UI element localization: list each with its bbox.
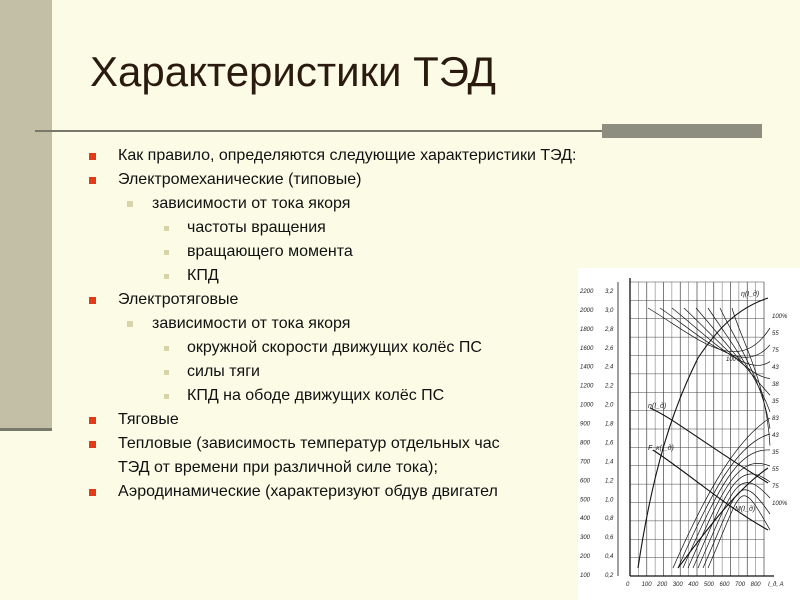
bullet-text: Как правило, определяются следующие характеристики ТЭД: xyxy=(118,147,577,164)
y-tick-label-eta: 1,8 xyxy=(605,421,614,428)
y-tick-label-n: 400 xyxy=(580,516,591,523)
bullet-marker-level-1 xyxy=(89,297,96,304)
y-tick-label-eta: 2,0 xyxy=(605,402,614,409)
right-curve-label: 55 xyxy=(772,331,779,337)
right-curve-label: 35 xyxy=(772,399,779,405)
bullet-marker-level-1 xyxy=(89,489,96,496)
characteristics-chart xyxy=(578,268,800,600)
right-curve-label: 55 xyxy=(772,467,779,473)
y-tick-label-eta: 0,2 xyxy=(605,573,614,579)
right-curve-label: 38 xyxy=(772,382,779,388)
y-tick-label-eta: 2,2 xyxy=(605,383,614,390)
right-curve-label: 43 xyxy=(772,365,779,371)
n-curve-label: n(I_д) xyxy=(648,403,667,410)
bullet-marker-level-3 xyxy=(164,250,169,255)
bullet-marker-level-3 xyxy=(164,370,169,375)
x-axis-unit: I_д, А xyxy=(768,582,784,588)
slide-title: Характеристики ТЭД xyxy=(90,48,496,95)
y-tick-label-eta: 3,2 xyxy=(605,289,614,295)
y-tick-label-n: 600 xyxy=(580,478,591,485)
right-curve-label: 100% xyxy=(772,314,788,320)
x-tick-label: 0 xyxy=(626,582,630,588)
y-tick-label-eta: 1,4 xyxy=(605,459,614,466)
y-tick-label-eta: 1,6 xyxy=(605,440,614,447)
bullet-text: Тепловые (зависимость температур отдельных час xyxy=(118,435,500,452)
bullet-text: частоты вращения xyxy=(187,219,326,236)
y-tick-label-n: 900 xyxy=(580,421,591,428)
right-curve-label: 75 xyxy=(772,484,779,490)
x-tick-label: 500 xyxy=(703,582,714,588)
y-tick-label-n: 1200 xyxy=(580,383,594,390)
x-tick-label: 300 xyxy=(672,582,683,588)
bullet-marker-level-1 xyxy=(89,177,96,184)
x-tick-label: 600 xyxy=(719,582,730,588)
x-tick-label: 800 xyxy=(750,582,761,588)
y-tick-label-eta: 2,8 xyxy=(605,326,614,333)
y-tick-label-eta: 1,2 xyxy=(605,478,614,485)
x-tick-label: 400 xyxy=(688,582,699,588)
y-tick-label-n: 2000 xyxy=(580,307,594,314)
x-tick-label: 100 xyxy=(641,582,652,588)
y-tick-label-n: 200 xyxy=(580,554,591,561)
y-tick-label-eta: 2,6 xyxy=(605,345,614,352)
y-tick-label-eta: 0,4 xyxy=(605,554,614,561)
bullet-marker-level-1 xyxy=(89,441,96,448)
y-tick-label-n: 1600 xyxy=(580,345,594,352)
y-tick-label-eta: 2,4 xyxy=(605,364,614,371)
bullet-marker-level-3 xyxy=(164,394,169,399)
y-tick-label-n: 1800 xyxy=(580,326,594,333)
y-tick-label-n: 300 xyxy=(580,535,591,542)
bullet-text: Аэродинамические (характеризуют обдув двигател xyxy=(118,483,498,500)
bullet-text: ТЭД от времени при различной силе тока); xyxy=(118,459,438,476)
eta-curve-label: η(I_д) xyxy=(741,291,760,298)
f-curve-label: F_к(I_д) xyxy=(648,445,674,452)
bullet-text: Электромеханические (типовые) xyxy=(118,171,362,188)
right-curve-label: 100% xyxy=(772,501,788,507)
bullet-text: вращающего момента xyxy=(187,243,353,260)
y-tick-label-n: 1400 xyxy=(580,364,594,371)
bullet-marker-level-3 xyxy=(164,226,169,231)
bullet-text: зависимости от тока якоря xyxy=(152,315,351,332)
y-tick-label-eta: 1,0 xyxy=(605,497,614,504)
bullet-marker-level-1 xyxy=(89,153,96,160)
x-tick-label: 200 xyxy=(657,582,668,588)
bullet-marker-level-1 xyxy=(89,417,96,424)
y-tick-label-eta: 0,8 xyxy=(605,516,614,523)
bullet-marker-level-2 xyxy=(127,201,133,207)
right-curve-label: 43 xyxy=(772,433,779,439)
right-curve-label: 35 xyxy=(772,450,779,456)
bullet-text: КПД на ободе движущих колёс ПС xyxy=(187,387,445,404)
y-tick-label-eta: 0,6 xyxy=(605,535,614,542)
bullet-text: силы тяги xyxy=(187,363,260,380)
chart-background xyxy=(578,268,800,600)
bullet-text: КПД xyxy=(187,267,219,284)
bullet-text: зависимости от тока якоря xyxy=(152,195,351,212)
y-tick-label-n: 1000 xyxy=(580,402,594,409)
x-tick-label: 700 xyxy=(735,582,746,588)
y-tick-label-eta: 3,0 xyxy=(605,307,614,314)
bullet-text: Тяговые xyxy=(118,411,179,428)
bullet-text: Электротяговые xyxy=(118,291,239,308)
y-tick-label-n: 100 xyxy=(580,573,591,579)
bullet-marker-level-3 xyxy=(164,346,169,351)
y-tick-label-n: 500 xyxy=(580,497,591,504)
inner-percent-label: 100% xyxy=(726,357,742,363)
bullet-text: окружной скорости движущих колёс ПС xyxy=(187,339,482,356)
m-curve-label: M(I_д) xyxy=(735,506,756,513)
y-tick-label-n: 800 xyxy=(580,440,591,447)
bullet-marker-level-2 xyxy=(127,321,133,327)
bullet-marker-level-3 xyxy=(164,274,169,279)
right-curve-label: 75 xyxy=(772,348,779,354)
right-curve-label: 83 xyxy=(772,416,779,422)
y-tick-label-n: 2200 xyxy=(580,289,594,295)
y-tick-label-n: 700 xyxy=(580,459,591,466)
